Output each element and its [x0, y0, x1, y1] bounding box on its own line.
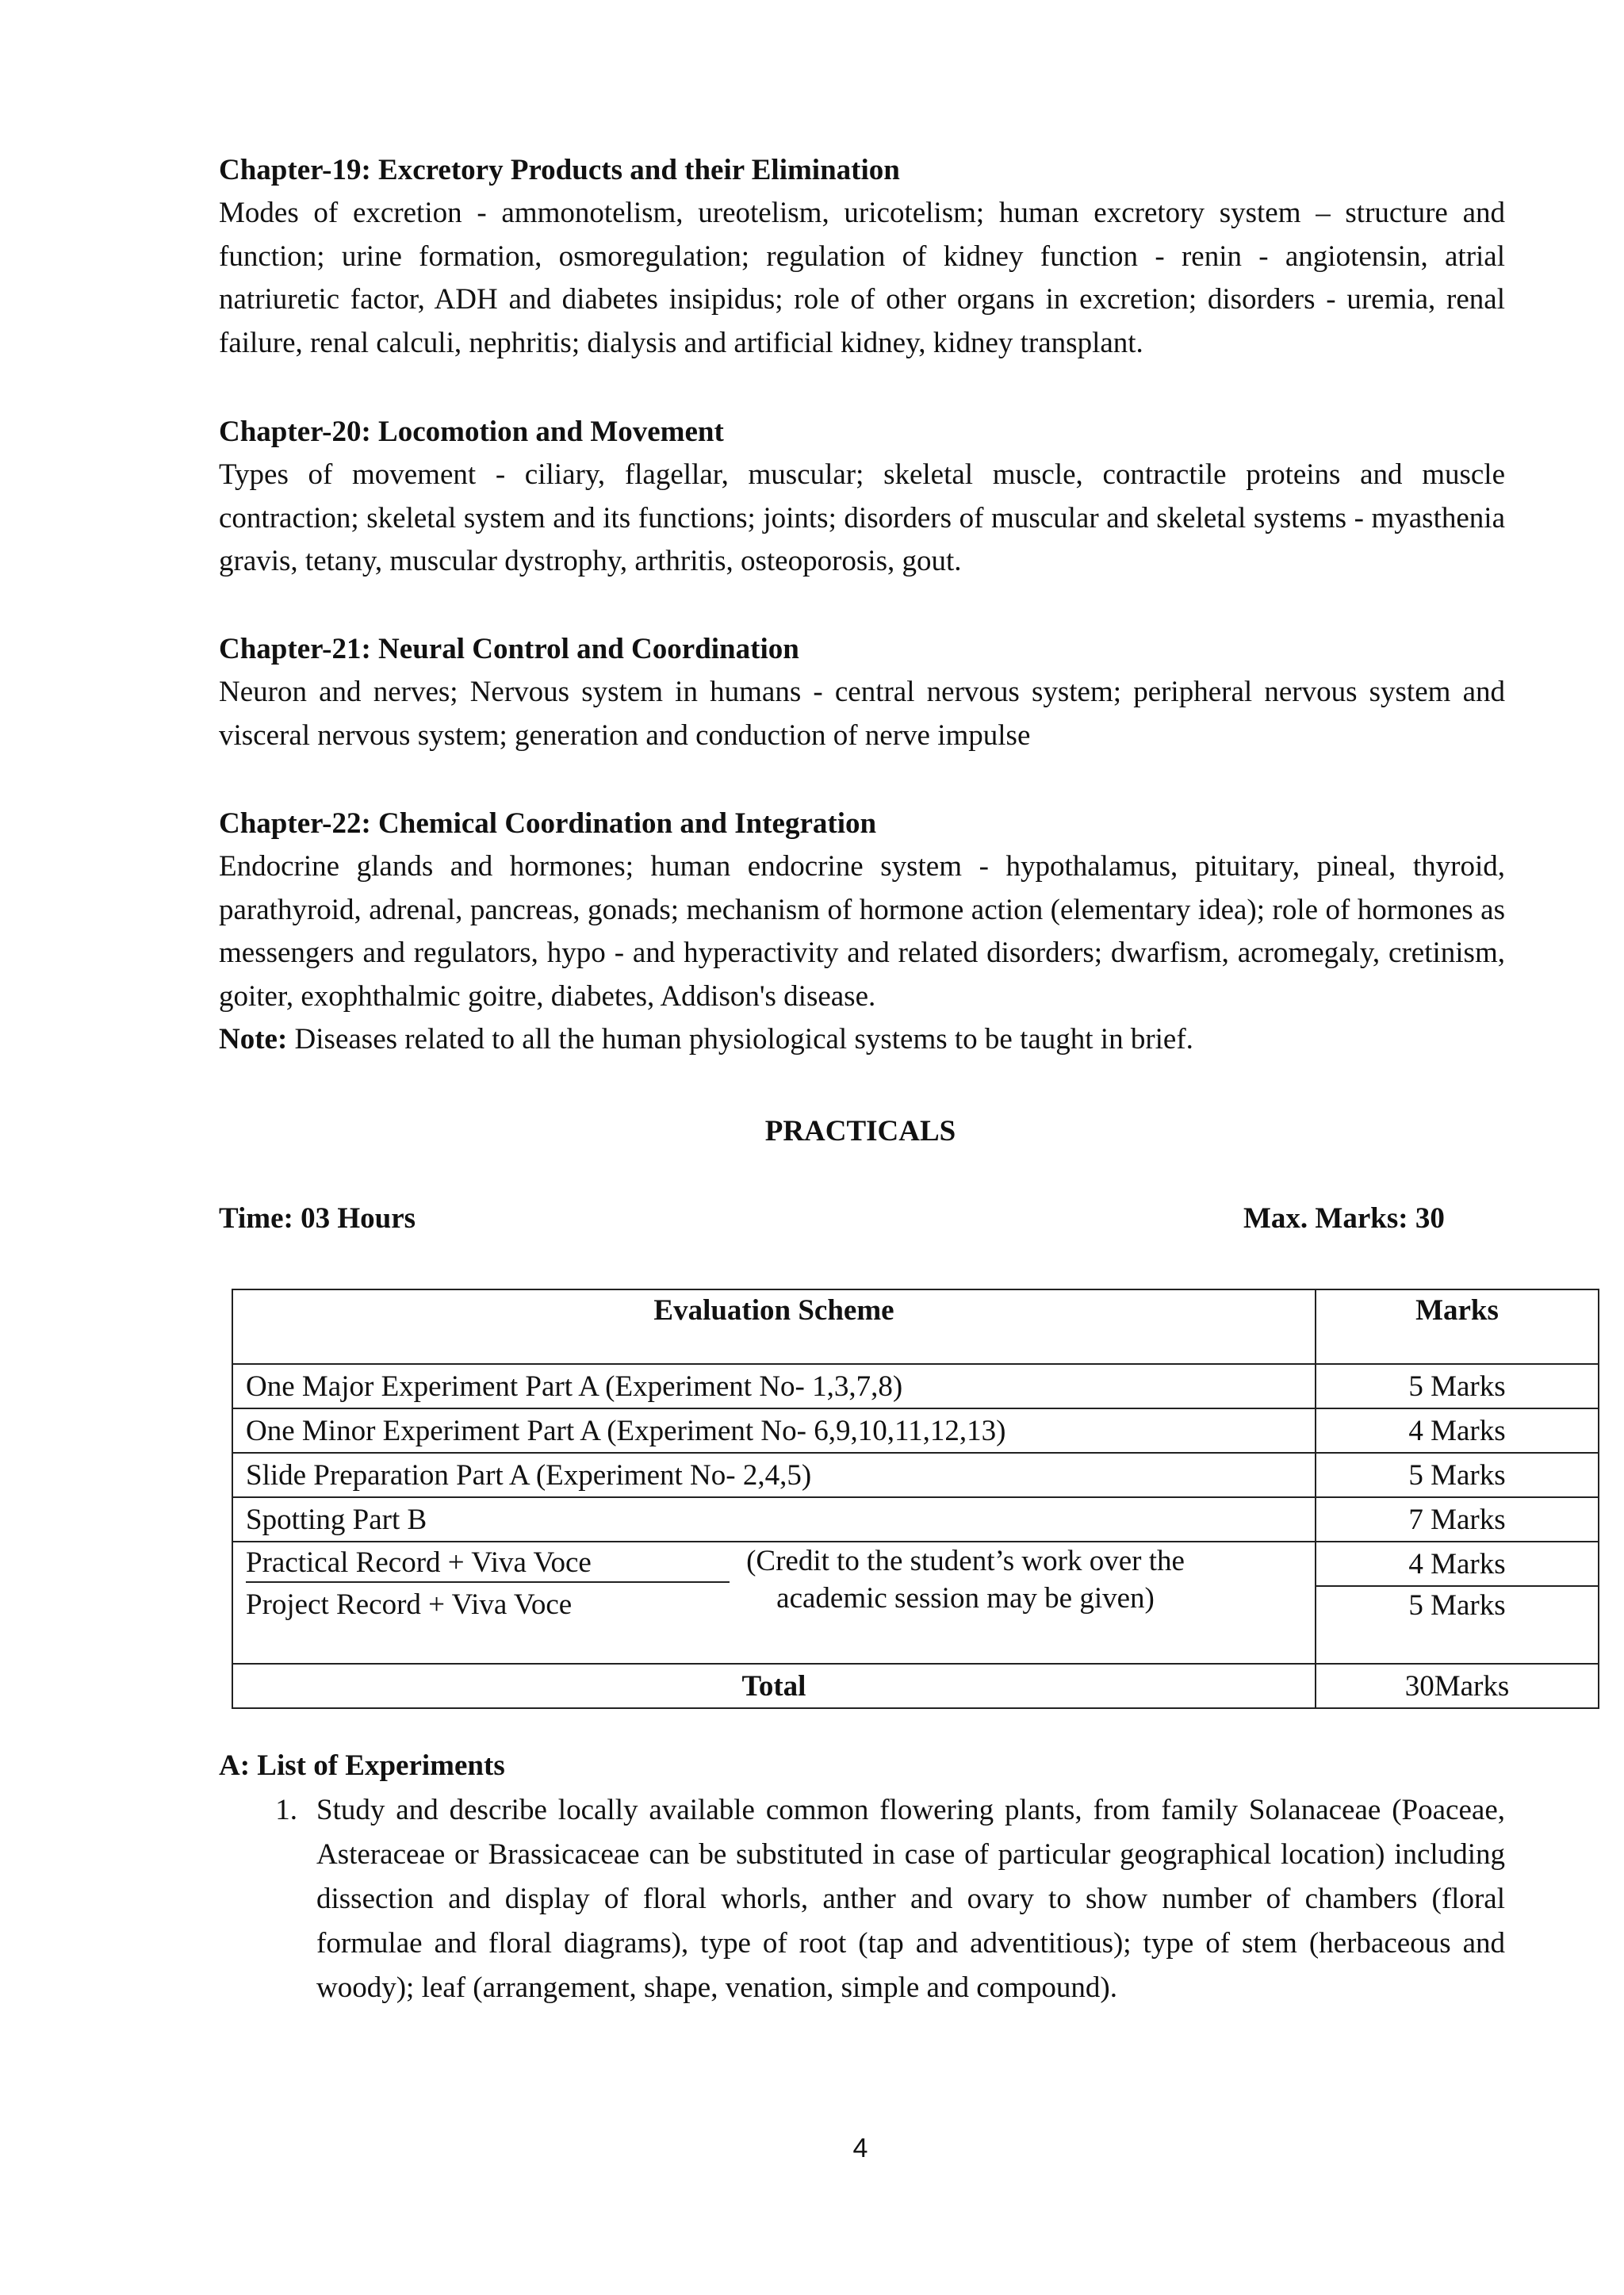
- row-marks: 4 Marks: [1316, 1542, 1599, 1586]
- chapter-22-section: [219, 803, 1505, 1062]
- table-row: [232, 1453, 1599, 1497]
- total-label: Total: [232, 1664, 1316, 1708]
- chapter-21-section: [219, 628, 1505, 757]
- row-marks: 4 Marks: [1316, 1408, 1599, 1453]
- table-row: [232, 1497, 1599, 1542]
- chapter-20-body: Types of movement - ciliary, flagellar, muscular; skeletal muscle, contractile proteins and muscle contraction; skeletal system and its functions; joints; disorders of muscular and skeletal systems - myasthenia gravis, tetany, muscular dystrophy, arthritis, osteoporosis, gout.: [219, 458, 1505, 577]
- row-marks: 5 Marks: [1316, 1586, 1599, 1664]
- header-marks: Marks: [1316, 1289, 1599, 1364]
- experiments-list: [219, 1788, 1505, 2010]
- row-item: Spotting Part B: [232, 1497, 1316, 1542]
- practical-record-label: Practical Record + Viva Voce: [246, 1546, 730, 1583]
- chapter-19-body: Modes of excretion - ammonotelism, ureotelism, uricotelism; human excretory system – structure and function; urine formation, osmoregulation; regulation of kidney function - renin - angiotensin, atrial natriuretic factor, ADH and diabetes insipidus; role of other organs in excretion; disorders - uremia, renal failure, renal calculi, nephritis; dialysis and artificial kidney, kidney transplant.: [219, 197, 1505, 359]
- table-total-row: [232, 1664, 1599, 1708]
- chapter-21-body: Neuron and nerves; Nervous system in humans - central nervous system; peripheral nervous system and visceral nervous system; generation and conduction of nerve impulse: [219, 676, 1505, 752]
- row-marks: 5 Marks: [1316, 1364, 1599, 1408]
- chapter-19-title: Chapter-19: Excretory Products and their Elimination: [219, 154, 900, 186]
- table-row: [232, 1408, 1599, 1453]
- credit-note: (Credit to the student’s work over the academic session may be given): [746, 1545, 1185, 1615]
- chapter-20-section: [219, 411, 1505, 584]
- row-item: One Minor Experiment Part A (Experiment No- 6,9,10,11,12,13): [232, 1408, 1316, 1453]
- total-marks: 30Marks: [1316, 1664, 1599, 1708]
- row-marks: 7 Marks: [1316, 1497, 1599, 1542]
- list-item: [219, 1788, 1505, 2010]
- time-label: Time: 03 Hours: [219, 1202, 416, 1235]
- list-item-text: Study and describe locally available common flowering plants, from family Solanaceae (Poaceae, Asteraceae or Brassicaceae can be substituted in case of particular geographical location) including dissection and display of floral whorls, anther and ovary to show number of chambers (floral formulae and floral diagrams), type of root (tap and adventitious); type of stem (herbaceous and woody); leaf (arrangement, shape, venation, simple and compound).: [316, 1794, 1505, 2004]
- note-label: Note:: [219, 1023, 288, 1056]
- chapter-19-section: [219, 149, 1505, 365]
- practicals-title: PRACTICALS: [764, 1115, 956, 1148]
- note-text: Diseases related to all the human physiological systems to be taught in brief.: [287, 1023, 1193, 1056]
- chapter-22-body: Endocrine glands and hormones; human endocrine system - hypothalamus, pituitary, pineal, thyroid, parathyroid, adrenal, pancreas, gonads; mechanism of hormone action (elementary idea); role of hormones as messengers and regulators, hypo - and hyperactivity and related disorders; dwarfism, acromegaly, cretinism, goiter, exophthalmic goitre, diabetes, Addison's disease.: [219, 850, 1505, 1013]
- table-header-row: [232, 1289, 1599, 1364]
- max-marks-label: Max. Marks: 30: [1243, 1202, 1445, 1235]
- chapter-22-title: Chapter-22: Chemical Coordination and Integration: [219, 807, 877, 840]
- row-marks: 5 Marks: [1316, 1453, 1599, 1497]
- note-paragraph: [219, 1018, 1505, 1062]
- chapter-21-title: Chapter-21: Neural Control and Coordination: [219, 633, 799, 665]
- row-item: Project Record + Viva Voce: [232, 1586, 1316, 1664]
- list-item-number: 1.: [275, 1794, 297, 1826]
- experiments-heading: A: List of Experiments: [219, 1749, 505, 1782]
- page-number: 4: [852, 2133, 868, 2163]
- row-item: One Major Experiment Part A (Experiment No- 1,3,7,8): [232, 1364, 1316, 1408]
- row-item: Slide Preparation Part A (Experiment No- 2,4,5): [232, 1453, 1316, 1497]
- chapter-20-title: Chapter-20: Locomotion and Movement: [219, 416, 724, 448]
- table-row: [232, 1364, 1599, 1408]
- evaluation-table: [232, 1289, 1599, 1709]
- header-evaluation-scheme: Evaluation Scheme: [232, 1289, 1316, 1364]
